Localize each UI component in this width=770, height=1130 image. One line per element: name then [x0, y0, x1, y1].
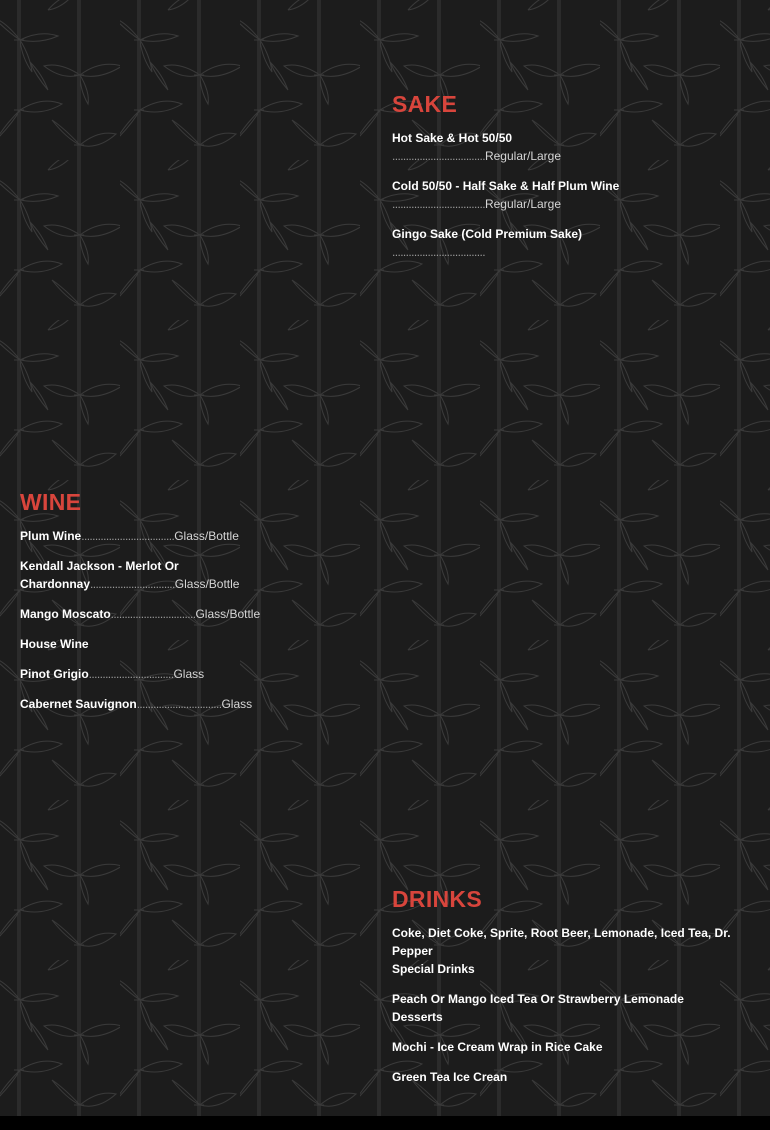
item-subheading: Special Drinks — [392, 962, 475, 976]
dot-leader: ............................... — [90, 577, 175, 591]
dot-leader: .................................. — [392, 245, 485, 259]
menu-item — [392, 924, 752, 978]
menu-item — [20, 605, 300, 623]
item-name: Plum Wine — [20, 529, 82, 543]
item-name: Coke, Diet Coke, Sprite, Root Beer, Lemonade, Iced Tea, Dr. Pepper — [392, 926, 731, 958]
item-subheading: Desserts — [392, 1010, 443, 1024]
price-label: Glass/Bottle — [174, 577, 240, 591]
menu-item — [392, 990, 752, 1026]
price-label: Regular/Large — [484, 149, 562, 163]
bottom-bar — [0, 1116, 770, 1130]
drinks-section — [392, 886, 752, 1098]
sake-title: SAKE — [392, 91, 458, 117]
menu-item — [392, 129, 752, 165]
price-label: Glass/Bottle — [174, 529, 239, 543]
dot-leader: .................................. — [81, 529, 175, 543]
sake-section — [392, 91, 752, 273]
dot-leader: ............................... — [136, 697, 222, 711]
menu-item — [20, 557, 240, 593]
item-name: Mango Moscato — [20, 607, 111, 621]
item-name: Green Tea Ice Crean — [392, 1070, 508, 1084]
dot-leader: ............................... — [110, 607, 196, 621]
price-label: Glass — [173, 667, 205, 681]
menu-item — [20, 695, 300, 713]
dot-leader: .................................. — [392, 197, 485, 211]
item-name: Peach Or Mango Iced Tea Or Strawberry Lemonade — [392, 992, 684, 1006]
menu-item — [20, 635, 300, 653]
menu-item — [20, 665, 300, 683]
item-name: Cold 50/50 - Half Sake & Half Plum Wine — [392, 179, 620, 193]
menu-item — [20, 527, 300, 545]
menu-item — [392, 1068, 752, 1086]
item-name: Gingo Sake (Cold Premium Sake) — [392, 227, 583, 241]
item-name: Cabernet Sauvignon — [20, 697, 137, 711]
wine-section — [20, 489, 300, 725]
item-name: Mochi - Ice Cream Wrap in Rice Cake — [392, 1040, 603, 1054]
price-label: Glass/Bottle — [195, 607, 261, 621]
drinks-title: DRINKS — [392, 886, 482, 912]
wine-title: WINE — [20, 489, 82, 515]
menu-item — [392, 177, 752, 213]
item-name: House Wine — [20, 637, 89, 651]
menu-item — [392, 1038, 752, 1056]
item-name: Kendall Jackson - Merlot Or Chardonnay — [20, 559, 179, 591]
price-label: Glass — [221, 697, 253, 711]
item-name: Hot Sake & Hot 50/50 — [392, 131, 513, 145]
price-label: Regular/Large — [484, 197, 562, 211]
item-name: Pinot Grigio — [20, 667, 89, 681]
dot-leader: ............................... — [88, 667, 174, 681]
dot-leader: .................................. — [392, 149, 485, 163]
menu-item — [392, 225, 752, 261]
